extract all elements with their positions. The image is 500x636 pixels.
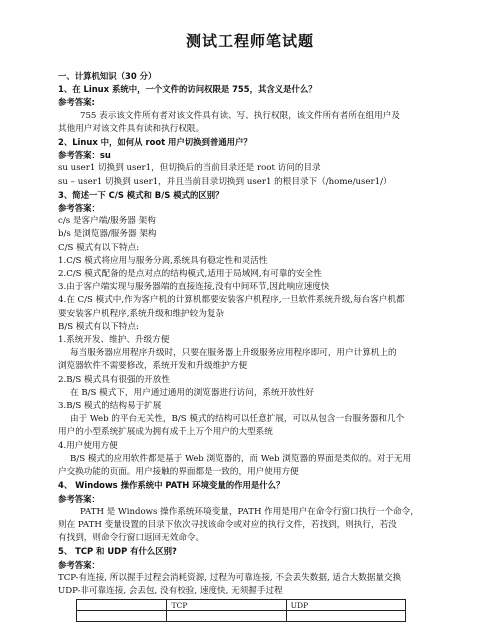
table-cell bbox=[167, 611, 286, 622]
section-heading: 参考答案: bbox=[58, 97, 95, 108]
text-line: 3.B/S 模式的结构易于扩展 bbox=[58, 401, 162, 412]
text-line: 由于 Web 的平台无关性，B/S 模式的结构可以任意扩展，可以从包含一台服务器和几个 bbox=[70, 414, 405, 425]
text-line: 要安装客户机程序,系统升级和维护较为复杂 bbox=[58, 308, 225, 319]
section-heading: 参考答案： bbox=[58, 559, 100, 570]
section-heading: 一、计算机知识（30 分） bbox=[58, 71, 157, 81]
document-body bbox=[58, 70, 444, 622]
text-line: B/S 模式有以下特点: bbox=[58, 321, 139, 332]
text-lines bbox=[58, 70, 444, 598]
section-heading: 参考答案： bbox=[58, 493, 100, 504]
text-line: 则在 PATH 变量设置的目录下依次寻找该命令或对应的执行文件，若找到，则执行，若没 bbox=[58, 519, 397, 530]
text-line: 4.在 C/S 模式中,作为客户机的计算机都要安装客户机程序,一旦软件系统升级,每台客户机都 bbox=[58, 295, 405, 306]
section-heading: 1、在 Linux 系统中，一个文件的访问权限是 755，其含义是什么？ bbox=[58, 84, 317, 95]
text-line: 有找到，则命令行窗口返回无效命令。 bbox=[58, 533, 205, 544]
section-heading: 5、 TCP 和 UDP 有什么区别? bbox=[58, 546, 177, 557]
table-header-cell: UDP bbox=[286, 600, 405, 611]
text-line: 3.由于客户端实现与服务器端的直接连接,没有中间环节,因此响应速度快 bbox=[58, 282, 330, 293]
section-heading: 2、Linux 中，如何从 root 用户切换到普通用户？ bbox=[58, 137, 252, 148]
table-row bbox=[77, 611, 406, 622]
comparison-table bbox=[76, 599, 406, 622]
text-line: 1.C/S 模式将应用与服务分离,系统具有稳定性和灵活性 bbox=[58, 255, 268, 266]
text-line: TCP-有连接, 所以握手过程会消耗资源, 过程为可靠连接, 不会丢失数据, 适合大数据量交换 bbox=[58, 572, 402, 583]
text-line: 1.系统开发、维护、升级方便 bbox=[58, 335, 170, 346]
text-line: 用户的小型系统扩展成为拥有成千上万个用户的大型系统 bbox=[58, 427, 273, 438]
page-title: 测试工程师笔试题 bbox=[185, 32, 314, 50]
table-header-row bbox=[77, 600, 406, 611]
section-heading: 3、简述一下 C/S 模式和 B/S 模式的区别？ bbox=[58, 189, 224, 200]
text-line: c/s 是客户端/服务器 架构 bbox=[58, 216, 156, 227]
section-heading: 4、 Windows 操作系统中 PATH 环境变量的作用是什么？ bbox=[58, 480, 285, 491]
table-header-cell bbox=[77, 600, 167, 611]
text-line: 4.用户使用方便 bbox=[58, 440, 118, 451]
text-line: 其他用户对该文件具有读和执行权限。 bbox=[58, 123, 205, 134]
text-line: 每当服务器应用程序升级时，只要在服务器上升级服务应用程序即可，用户计算机上的 bbox=[70, 348, 397, 359]
section-heading: 参考答案：su bbox=[58, 150, 111, 161]
text-line: 户交换功能的页面。用户接触的界面都是一致的，用户使用方便 bbox=[58, 467, 299, 478]
table-cell bbox=[286, 611, 405, 622]
text-line: su user1 切换到 user1，但切换后的当前目录还是 root 访问的目录 bbox=[58, 163, 321, 174]
table-header-cell: TCP bbox=[167, 600, 286, 611]
text-line: su – user1 切换到 user1，并且当前目录切换到 user1 的根目录下（/home/user1/） bbox=[58, 176, 392, 187]
text-line: 在 B/S 模式下，用户通过通用的浏览器进行访问，系统开放性好 bbox=[70, 387, 314, 398]
text-line: C/S 模式有以下特点: bbox=[58, 242, 140, 253]
text-line: 2.C/S 模式配备的是点对点的结构模式,适用于局域网,有可靠的安全性 bbox=[58, 269, 322, 280]
text-line: 755 表示该文件所有者对该文件具有读、写、执行权限，该文件所有者所在组用户及 bbox=[80, 110, 400, 121]
text-line: 2.B/S 模式具有很强的开放性 bbox=[58, 374, 170, 385]
text-line: PATH 是 Windows 操作系统环境变量，PATH 作用是用户在命令行窗口执行一个命令， bbox=[80, 506, 419, 517]
text-line: 浏览器软件不需要修改，系统开发和升级维护方便 bbox=[58, 361, 248, 372]
section-heading: 参考答案： bbox=[58, 203, 100, 214]
text-line: b/s 是浏览器/服务器 架构 bbox=[58, 229, 157, 240]
text-line: UDP-非可靠连接, 会丢包, 没有校验, 速度快, 无须握手过程 bbox=[58, 585, 283, 596]
text-line: B/S 模式的应用软件都是基于 Web 浏览器的，而 Web 浏览器的界面是类似的。对于无用 bbox=[70, 453, 412, 464]
table-cell bbox=[77, 611, 167, 622]
